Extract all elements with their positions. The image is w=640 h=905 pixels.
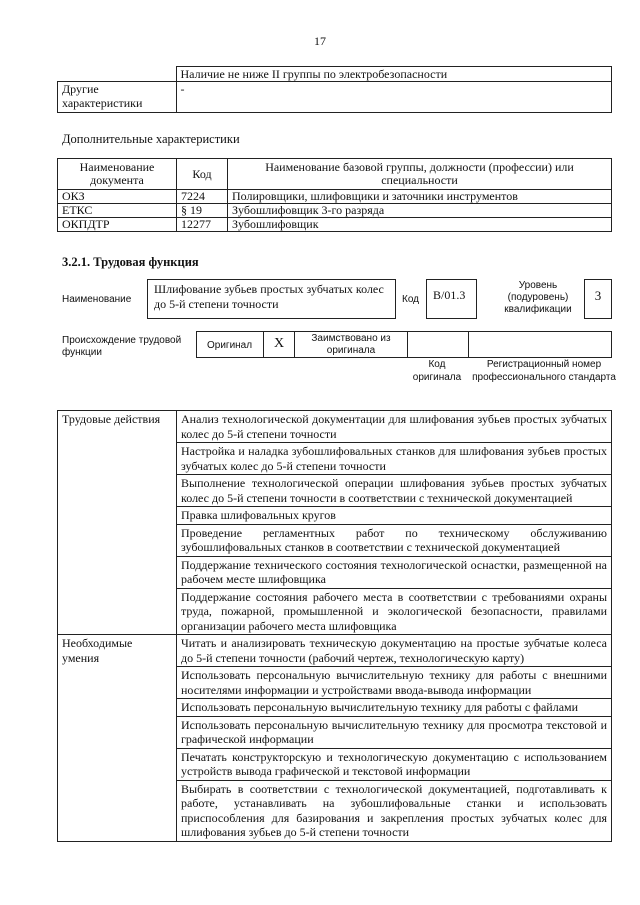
- reg-number-label: Регистрационный номер профессионального стандарта: [472, 359, 616, 383]
- additional-characteristics-table: [57, 158, 612, 232]
- table-row: [58, 190, 612, 204]
- electrical-safety-cell: Наличие не ниже II группы по электробезопасности: [176, 67, 612, 82]
- code-original-label: Код оригинала: [412, 359, 462, 383]
- code-label: Код: [402, 294, 420, 305]
- other-characteristics-value: -: [176, 82, 612, 113]
- list-item: Правка шлифовальных кругов: [177, 507, 612, 525]
- table-row: [58, 82, 612, 113]
- table-row: [58, 635, 612, 667]
- list-item: Поддержание состояния рабочего места в соответствии с требованиями охраны труда, пожарной, промышленной и экологической безопасности, правилами организации рабочего места шлифовщика: [177, 588, 612, 635]
- table-row: [58, 218, 612, 232]
- code-original-cell: [407, 331, 469, 358]
- list-item: Печатать конструкторскую и технологическую документацию с использованием устройств вывода графической и текстовой информации: [177, 748, 612, 780]
- additional-characteristics-title: Дополнительные характеристики: [62, 132, 240, 146]
- list-item: Анализ технологической документации для шлифования зубьев простых зубчатых колес до 5-й степени точности: [177, 411, 612, 443]
- page-number: 17: [314, 34, 326, 48]
- table-cell: § 19: [177, 204, 228, 218]
- table-row: [58, 67, 612, 82]
- header-group-name: Наименование базовой группы, должности (профессии) или специальности: [228, 159, 612, 190]
- qualification-requirements-table: [57, 66, 612, 113]
- header-code: Код: [177, 159, 228, 190]
- qualification-level-label: Уровень (подуровень) квалификации: [504, 280, 572, 315]
- original-label: Оригинал: [196, 331, 264, 358]
- skills-label: Необходимые умения: [58, 635, 177, 842]
- other-characteristics-label: Другие характеристики: [58, 82, 177, 113]
- name-label: Наименование: [62, 294, 132, 305]
- function-code-box: В/01.3: [426, 279, 477, 319]
- section-title: 3.2.1. Трудовая функция: [62, 255, 199, 269]
- table-cell: Зубошлифовщик 3-го разряда: [228, 204, 612, 218]
- origin-label: Происхождение трудовой функции: [62, 335, 182, 358]
- table-cell: Зубошлифовщик: [228, 218, 612, 232]
- table-cell: Полировщики, шлифовщики и заточники инструментов: [228, 190, 612, 204]
- list-item: Использовать персональную вычислительную технику для просмотра текстовой и графической информации: [177, 716, 612, 748]
- table-header-row: [58, 159, 612, 190]
- list-item: Проведение регламентных работ по техническому обслуживанию зубошлифовальных станков в соответствии с технической документацией: [177, 524, 612, 556]
- original-mark: X: [263, 331, 295, 358]
- qualification-level-box: 3: [584, 279, 612, 319]
- function-name-box: Шлифование зубьев простых зубчатых колес до 5-й степени точности: [147, 279, 396, 319]
- table-cell: 7224: [177, 190, 228, 204]
- list-item: Использовать персональную вычислительную технику для работы с внешними носителями информации и устройствами ввода-вывода информации: [177, 667, 612, 699]
- list-item: Использовать персональную вычислительную технику для работы с файлами: [177, 699, 612, 717]
- labor-function-table: [57, 410, 612, 842]
- table-cell: 12277: [177, 218, 228, 232]
- list-item: Выбирать в соответствии с технологической документацией, подготавливать к работе, устанавливать на зубошлифовальные станки и использовать приспособления для базирования и закрепления простых зубчатых колес для шлифования зубьев до 5-й степени точности: [177, 780, 612, 841]
- list-item: Поддержание технического состояния технологической оснастки, размещенной на рабочем месте шлифовщика: [177, 556, 612, 588]
- header-document-name: Наименование документа: [58, 159, 177, 190]
- list-item: Выполнение технологической операции шлифования зубьев простых зубчатых колес до 5-й степени точности в соответствии с технической документацией: [177, 475, 612, 507]
- list-item: Настройка и наладка зубошлифовальных станков для шлифования зубьев простых зубчатых колес до 5-й степени точности: [177, 443, 612, 475]
- reg-number-cell: [468, 331, 612, 358]
- borrowed-label: Заимствовано из оригинала: [294, 331, 408, 358]
- table-row: [58, 204, 612, 218]
- labor-actions-label: Трудовые действия: [58, 411, 177, 635]
- table-row: [58, 411, 612, 443]
- table-cell: ОКЗ: [58, 190, 177, 204]
- table-cell: ЕТКС: [58, 204, 177, 218]
- table-cell: ОКПДТР: [58, 218, 177, 232]
- list-item: Читать и анализировать техническую документацию на простые зубчатые колеса до 5-й степени точности (рабочий чертеж, технологическую карту): [177, 635, 612, 667]
